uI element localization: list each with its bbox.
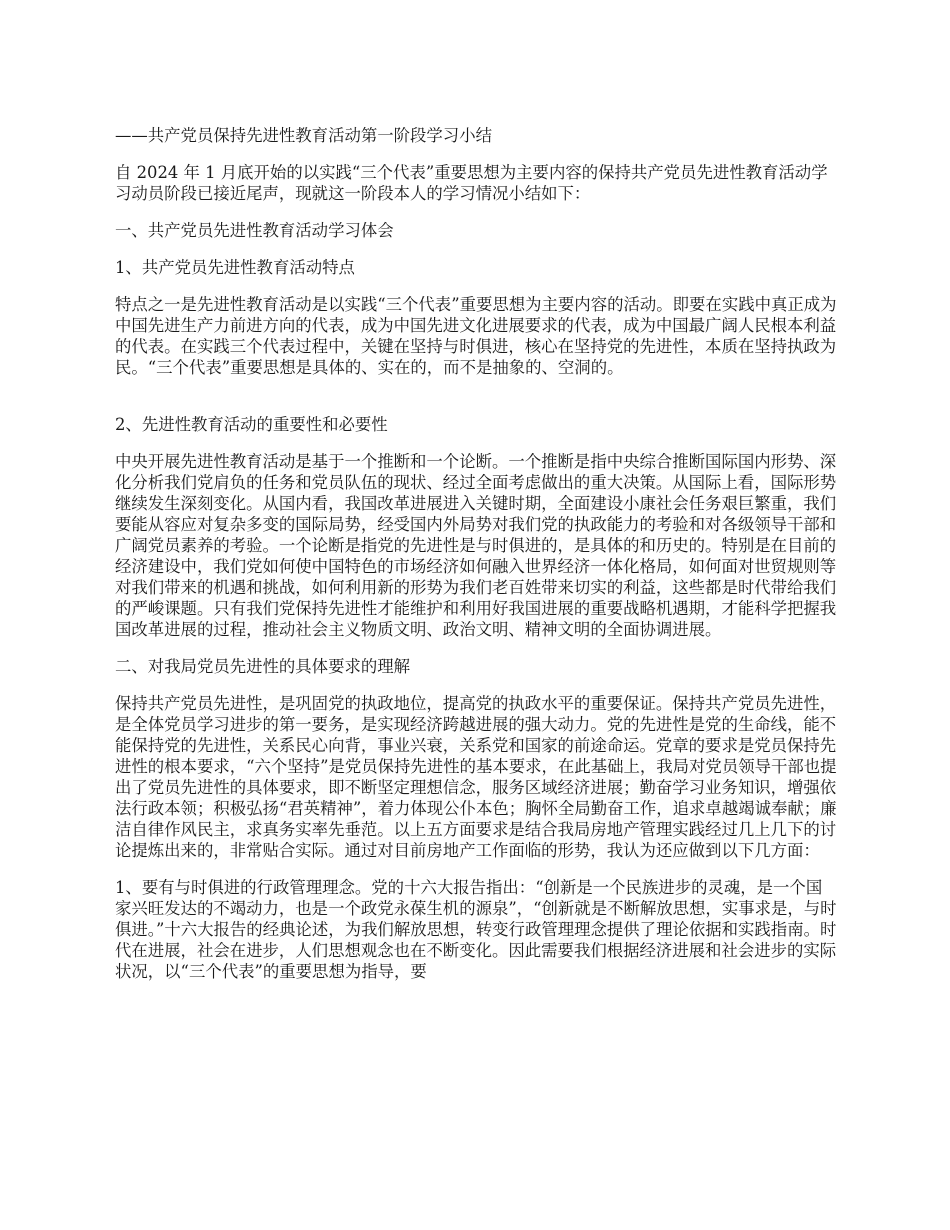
document-body bbox=[115, 125, 838, 998]
section-1-sub-1-heading: 1、共产党员先进性教育活动特点 bbox=[115, 258, 355, 277]
section-1-heading: 一、共产党员先进性教育活动学习体会 bbox=[115, 221, 394, 240]
section-1-sub-2-heading: 2、先进性教育活动的重要性和必要性 bbox=[115, 415, 388, 434]
section-1-sub-1-paragraph: 特点之一是先进性教育活动是以实践“三个代表”重要思想为主要内容的活动。即要在实践中真正成为中国先进生产力前进方向的代表，成为中国先进文化进展要求的代表，成为中国最广阔人民根本利益的代表。在实践三个代表过程中，关键在坚持与时俱进，核心在坚持党的先进性，本质在坚持执政为民。“三个代表”重要思想是具体的、实在的，而不是抽象的、空洞的。 bbox=[115, 295, 837, 377]
section-1-sub-2-paragraph: 中央开展先进性教育活动是基于一个推断和一个论断。一个推断是指中央综合推断国际国内形势、深化分析我们党肩负的任务和党员队伍的现状、经过全面考虑做出的重大决策。从国际上看，国际形势继续发生深刻变化。从国内看，我国改革进展进入关键时期，全面建设小康社会任务艰巨繁重，我们要能从容应对复杂多变的国际局势，经受国内外局势对我们党的执政能力的考验和对各级领导干部和广阔党员素养的考验。一个论断是指党的先进性是与时俱进的，是具体的和历史的。特别是在目前的经济建设中，我们党如何使中国特色的市场经济如何融入世界经济一体化格局，如何面对世贸规则等对我们带来的机遇和挑战，如何利用新的形势为我们老百姓带来切实的利益，这些都是时代带给我们的严峻课题。只有我们党保持先进性才能维护和利用好我国进展的重要战略机遇期，才能科学把握我国改革进展的过程，推动社会主义物质文明、政治文明、精神文明的全面协调进展。 bbox=[115, 452, 837, 639]
section-2-item-1-paragraph: 1、要有与时俱进的行政管理理念。党的十六大报告指出：“创新是一个民族进步的灵魂，是一个国家兴旺发达的不竭动力，也是一个政党永葆生机的源泉”，“创新就是不断解放思想，实事求是，与时俱进。”十六大报告的经典论述，为我们解放思想，转变行政管理理念提供了理论依据和实践指南。时代在进展，社会在进步，人们思想观念也在不断变化。因此需要我们根据经济进展和社会进步的实际状况，以“三个代表”的重要思想为指导，要 bbox=[115, 878, 837, 981]
document-subtitle: ——共产党员保持先进性教育活动第一阶段学习小结 bbox=[115, 126, 492, 145]
section-2-heading: 二、对我局党员先进性的具体要求的理解 bbox=[115, 657, 411, 676]
intro-paragraph: 自 2024 年 1 月底开始的以实践“三个代表”重要思想为主要内容的保持共产党员先进性教育活动学习动员阶段已接近尾声，现就这一阶段本人的学习情况小结如下： bbox=[115, 163, 828, 203]
section-2-paragraph: 保持共产党员先进性，是巩固党的执政地位，提高党的执政水平的重要保证。保持共产党员先进性，是全体党员学习进步的第一要务，是实现经济跨越进展的强大动力。党的先进性是党的生命线，能不能保持党的先进性，关系民心向背，事业兴衰，关系党和国家的前途命运。党章的要求是党员保持先进性的根本要求，“六个坚持”是党员保持先进性的基本要求，在此基础上，我局对党员领导干部也提出了党员先进性的具体要求，即不断坚定理想信念，服务区域经济进展；勤奋学习业务知识，增强依法行政本领；积极弘扬“君英精神”，着力体现公仆本色；胸怀全局勤奋工作，追求卓越竭诚奉献；廉洁自律作风民主，求真务实率先垂范。以上五方面要求是结合我局房地产管理实践经过几上几下的讨论提炼出来的，非常贴合实际。通过对目前房地产工作面临的形势，我认为还应做到以下几方面： bbox=[115, 694, 837, 860]
